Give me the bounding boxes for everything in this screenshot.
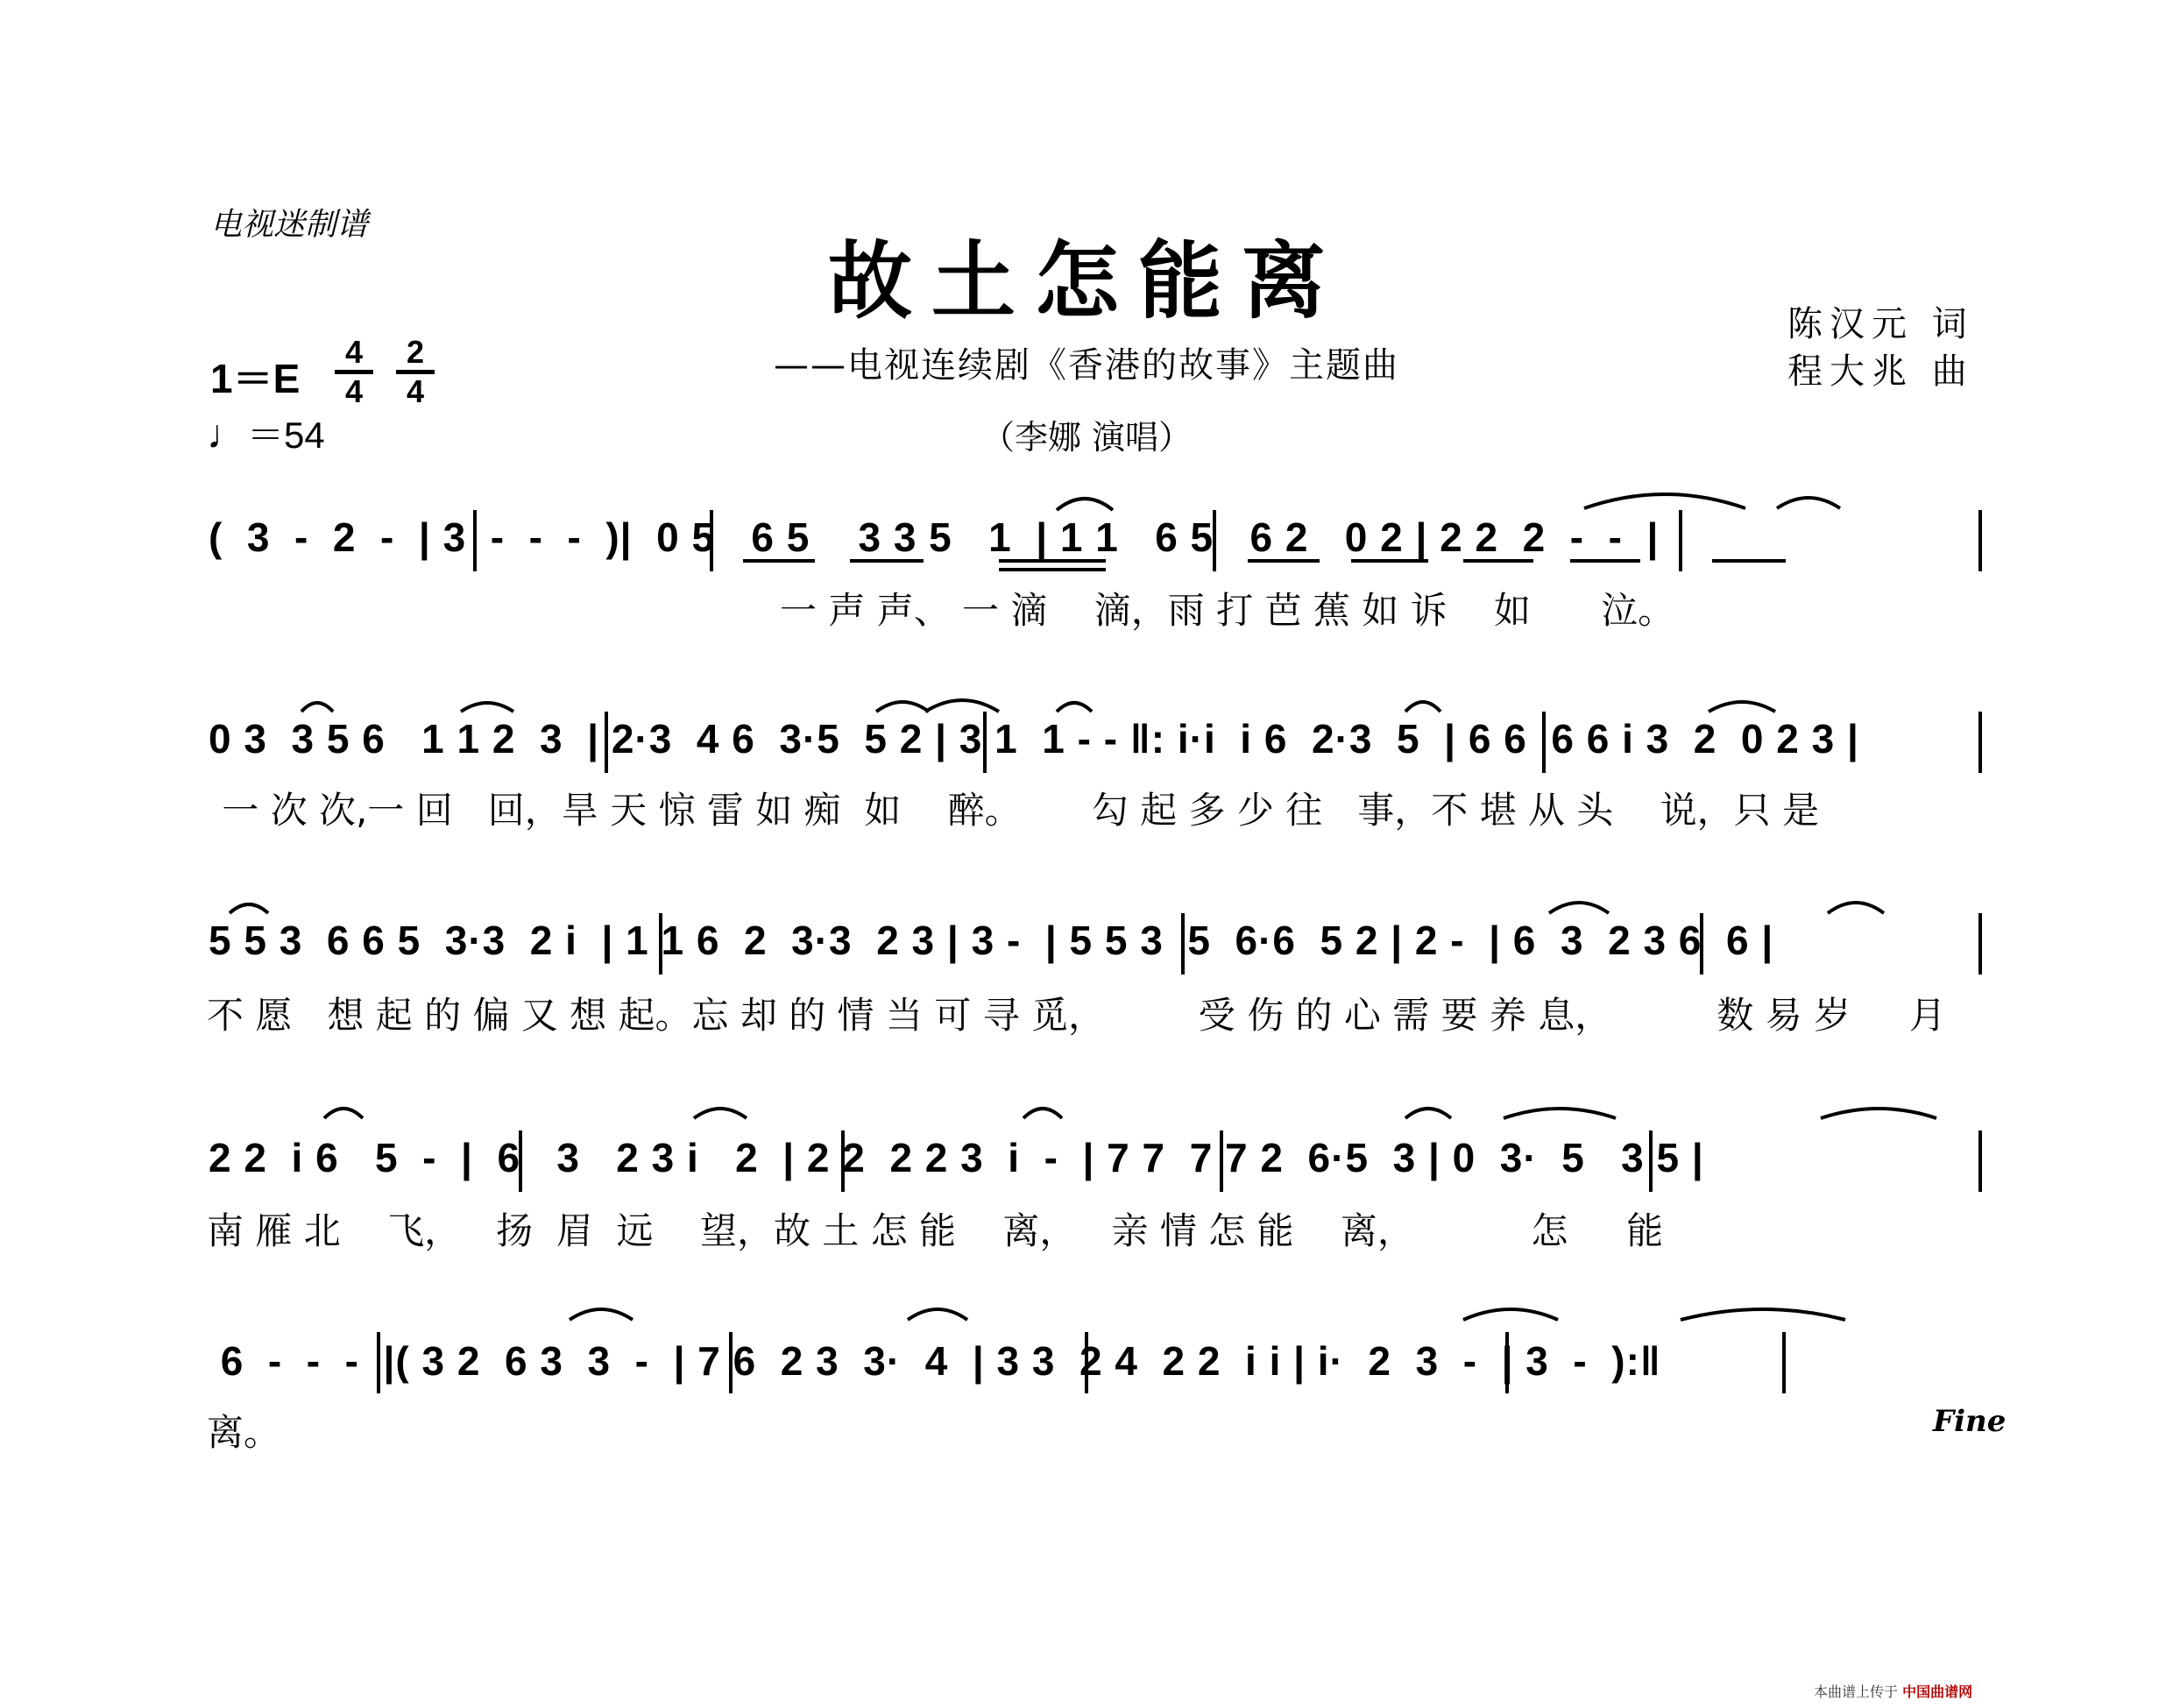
slur [1057,703,1092,712]
time-signature-denominator: 4 [344,373,364,409]
slur [301,703,333,712]
slur [1405,1109,1451,1118]
slur [1709,702,1775,712]
slur [1821,1109,1936,1118]
fine-marking: Fine [1933,1404,2007,1439]
song-title: 故土怎能离 [828,231,1345,330]
lyrics-line-3: 不 愿 想 起 的 偏 又 想 起。忘 却 的 情 当 可 寻 觅， 受 伤 的 心 需 要 养 息， 数 易 岁 月 [207,994,1946,1037]
footer-watermark [1814,1681,1972,1701]
slur [694,1109,747,1118]
notation-line-5: 6 - - - |( 3 2 6 3 3 - | 7 6 2 3 3· 4 | 3 3 2 4 2 2 i i | i· 2 3 - | 3 - ):‖ [209,1338,1661,1384]
time-signature-2-4 [396,334,435,409]
lyrics-line-5: 离。 [207,1411,281,1454]
slur [925,700,999,712]
tempo-value: ＝54 [247,415,325,456]
lyrics-line-1: 一 声 声、 一 滴 滴，雨 打 芭 蕉 如 诉 如 泣。 [780,589,1675,632]
slur [1023,1109,1062,1118]
slur [461,703,513,712]
footer-text: 本曲谱上传于 [1814,1683,1899,1700]
slur [1463,1309,1558,1320]
singer-credit: （李娜 演唱） [980,418,1193,457]
notation-line-4: 2 2 i 6 5 - | 6 3 2 3 i 2 | 2 2 2 2 3 i - | 7 7 7 7 2 6·5 3 | 0 3· 5 3 5 | [209,1135,1704,1180]
slur [908,1309,967,1320]
song-subtitle: ——电视连续剧《香港的故事》主题曲 [774,345,1399,386]
time-signature-4-4 [335,334,373,409]
slur [1584,494,1745,508]
slur [1681,1309,1845,1320]
slur [1828,903,1884,913]
quarter-note-icon: ♩ [207,411,247,457]
lyrics-line-4: 南 雁 北 飞， 扬 眉 远 望，故 土 怎 能 离， 亲 情 怎 能 离， 怎 能 [207,1209,1664,1252]
lyricist-credit: 陈汉元 词 [1787,304,1974,344]
time-signature-numerator: 4 [335,337,373,374]
slur [1549,903,1609,913]
time-signature-denominator: 4 [406,373,425,409]
composer-credit: 程大兆 曲 [1787,351,1974,392]
site-logo: 中国曲谱网 [1902,1683,1973,1700]
notation-line-3: 5 5 3 6 6 5 3·3 2 i | 1 1 6 2 3·3 2 3 | 3 - | 5 5 3 5 6·6 5 2 | 2 - | 6 3 2 3 6 6 | [209,918,1774,963]
slur [570,1309,633,1320]
slur [1504,1109,1616,1118]
tempo-marking [207,407,325,459]
slur [324,1109,363,1118]
slur [230,904,268,913]
time-signature-numerator: 2 [396,337,435,374]
lyrics-line-2: 一 次 次,一 回 回，旱 天 惊 雷 如 痴 如 醉。 勾 起 多 少 往 事，不 堪 从 头 说，只 是 [210,789,1820,832]
key-signature: 1＝E [210,356,301,401]
notation-line-1: ( 3 - 2 - | 3 - - - )| 0 5 6 5 3 3 5 1 | 1 1 6 5 6 2 0 2 | 2 2 2 - - | [209,514,1660,560]
arranger-credit: 电视迷制谱 [210,207,369,243]
slur [876,702,929,712]
slur [1405,702,1440,712]
notation-line-2: 0 3 3 5 6 1 1 2 3 | 2·3 4 6 3·5 5 2 | 3 1 1 - - ‖: i·i i 6 2·3 5 | 6 6 6 6 i 3 2 0 2 3 | [209,716,1859,762]
slur [1057,499,1113,510]
slur [1777,498,1840,508]
